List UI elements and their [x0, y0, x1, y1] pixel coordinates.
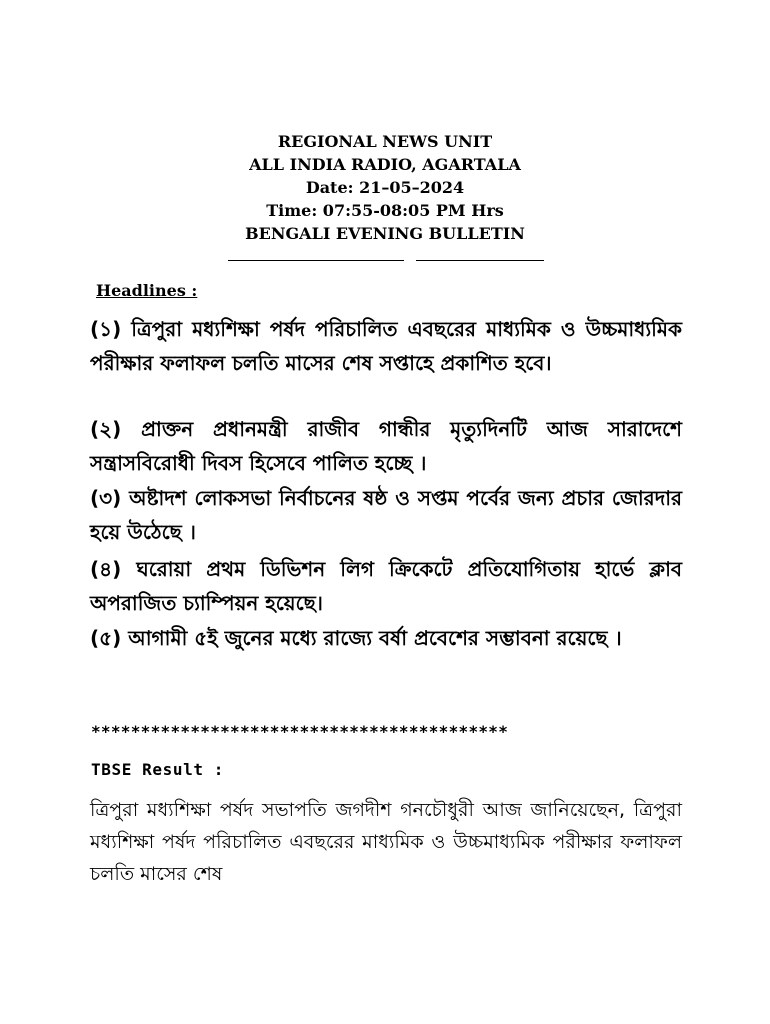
divider-line-left	[228, 260, 404, 261]
headline-item: (২) প্রাক্তন প্রধানমন্ত্রী রাজীব গান্ধীর মৃত্যুদিনটি আজ সারাদেশে সন্ত্রাসবিরোধী দিবস হিসেবে পালিত হচ্ছে ।	[90, 417, 682, 475]
news-unit-title: REGIONAL NEWS UNIT	[277, 132, 493, 151]
bulletin-time: Time: 07:55-08:05 PM Hrs	[266, 201, 504, 220]
bulletin-name: BENGALI EVENING BULLETIN	[245, 224, 525, 243]
header-divider	[0, 247, 770, 261]
headline-item: (১) ত্রিপুরা মধ্যশিক্ষা পর্ষদ পরিচালিত এবছরের মাধ্যমিক ও উচ্চমাধ্যমিক পরীক্ষার ফলাফল চলতি মাসের শেষ সপ্তাহে প্রকাশিত হবে।	[90, 317, 682, 375]
section-title: TBSE Result :	[91, 760, 225, 779]
headlines-label: Headlines :	[96, 281, 198, 300]
headline-item: (৪) ঘরোয়া প্রথম ডিভিশন লিগ ক্রিকেটে প্রতিযোগিতায় হার্ভে ক্লাব অপরাজিত চ্যাম্পিয়ন হয়েছে।	[90, 557, 682, 615]
station-name: ALL INDIA RADIO, AGARTALA	[249, 155, 521, 174]
section-body: ত্রিপুরা মধ্যশিক্ষা পর্ষদ সভাপতি জগদীশ গনচৌধুরী আজ জানিয়েছেন, ত্রিপুরা মধ্যশিক্ষা পর্ষদ পরিচালিত এবছরের মাধ্যমিক ও উচ্চমাধ্যমিক পরীক্ষার ফলাফল চলতি মাসের শেষ	[90, 799, 682, 885]
headline-item: (৫) আগামী ৫ই জুনের মধ্যে রাজ্যে বর্ষা প্রবেশের সম্ভাবনা রয়েছে ।	[90, 626, 622, 650]
bulletin-date: Date: 21–05–2024	[305, 178, 465, 197]
star-separator: ******************************************	[91, 722, 509, 741]
headline-item: (৩) অষ্টাদশ লোকসভা নির্বাচনের ষষ্ঠ ও সপ্তম পর্বের জন্য প্রচার জোরদার হয়ে উঠেছে ।	[90, 486, 682, 544]
bulletin-header	[0, 130, 770, 245]
divider-line-right	[416, 260, 544, 261]
